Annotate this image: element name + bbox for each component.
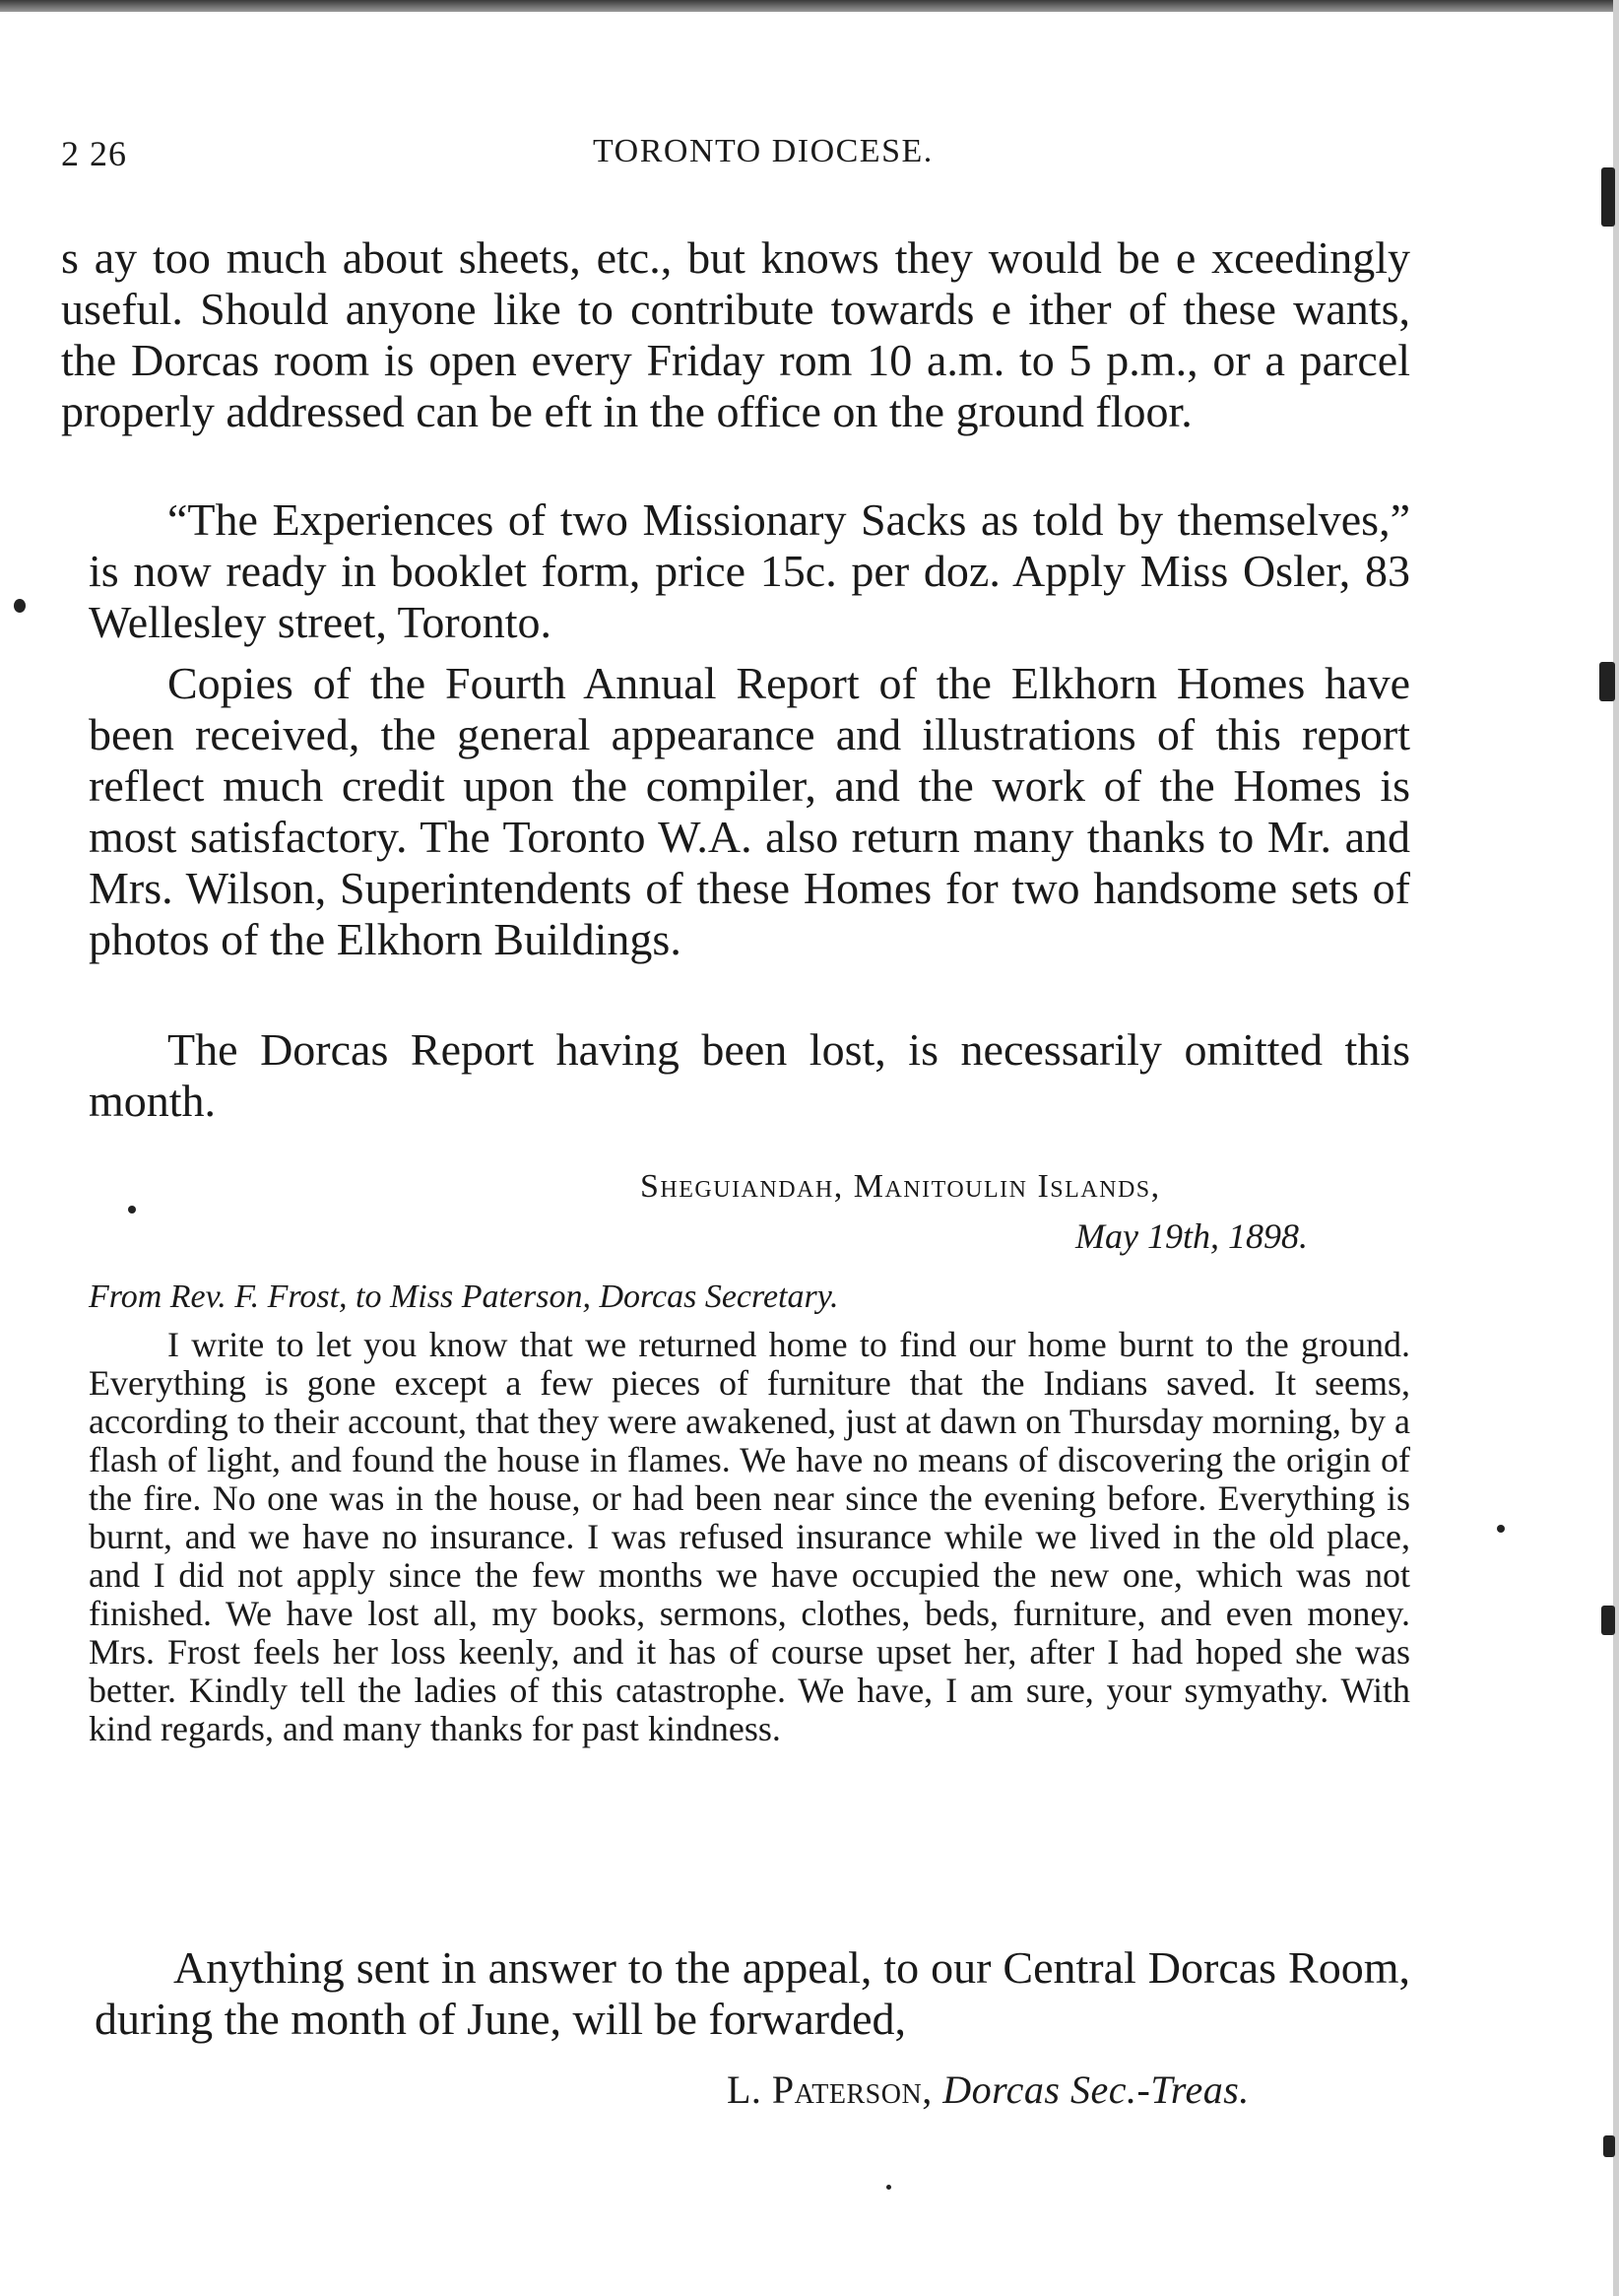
scan-speck [886,2185,891,2190]
paragraph-missionary-sacks [89,494,1410,648]
scan-speck [1601,1606,1615,1635]
scan-speck [14,599,26,613]
scan-speck [1603,2135,1615,2157]
signature-title: Dorcas Sec.-Treas. [942,2067,1250,2112]
letter-from-line: From Rev. F. Frost, to Miss Paterson, Dorcas Secretary. [89,1279,839,1315]
scan-speck [128,1206,136,1214]
paragraph-elkhorn-report [89,658,1410,965]
paragraph-dorcas-room [61,232,1410,437]
page-title: TORONTO DIOCESE. [593,133,934,169]
letter-body: I write to let you know that we returned home to find our home burnt to the ground. Everything is gone except a few pieces of furniture that the Indians saved. It seems, according to their account, that they were awakened, just at dawn on Thursday morning, by a flash of light, and found the house in flames. We have no means of discovering the origin of the fire. No one was in the house, or had been near since the evening before. Everything is burnt, and we have no insurance. I was refused insurance while we lived in the old place, and I did not apply since the few months we have occupied the new one, which was not finished. We have lost all, my books, sermons, clothes, beds, furniture, and even money. Mrs. Frost feels her loss keenly, and it has of course upset her, after I had hoped she was better. Kindly tell the ladies of this catastrophe. We have, I am sure, your symyathy. With kind regards, and many thanks for past kindness. [89,1325,1410,1748]
scan-speck [1497,1525,1505,1533]
paragraph-text: Copies of the Fourth Annual Report of the Elkhorn Homes have been received, the general appearance and illustrations of this report reflect much credit upon the compiler, and the work of the Homes is most satisfactory. The Toronto W.A. also return many thanks to Mr. and Mrs. Wilson, Superintendents of these Homes for two handsome sets of photos of the Elkhorn Buildings. [89,658,1410,964]
scan-speck [1599,662,1615,701]
paragraph-dorcas-report [89,1024,1410,1127]
letter-dateline: Sheguiandah, Manitoulin Islands, [640,1168,1161,1205]
scan-speck [1601,167,1615,227]
signature-name: L. Paterson, [727,2067,933,2112]
closing-paragraph: Anything sent in answer to the appeal, to our Central Dorcas Room, during the month of June, will be forwarded, [95,1942,1410,2044]
running-head [61,133,1381,182]
page-number: 2 26 [61,134,127,173]
paragraph-text: “The Experiences of two Missionary Sacks as told by themselves,” is now ready in booklet form, price 15c. per doz. Apply Miss Osler, 83 Wellesley street, Toronto. [89,494,1410,647]
letter-date: May 19th, 1898. [1075,1216,1308,1256]
page-edge [1613,0,1619,2296]
paragraph-text: s ay too much about sheets, etc., but knows they would be e xceedingly useful. Should anyone like to contribute towards e ither of these wants, the Dorcas room is open every Friday rom 10 a.m. to 5 p.m., or a parcel properly addressed can be eft in the office on the ground floor. [61,232,1410,436]
signature [727,2066,1250,2113]
paragraph-text: The Dorcas Report having been lost, is necessarily omitted this month. [89,1024,1410,1126]
top-border-rule [0,0,1619,12]
